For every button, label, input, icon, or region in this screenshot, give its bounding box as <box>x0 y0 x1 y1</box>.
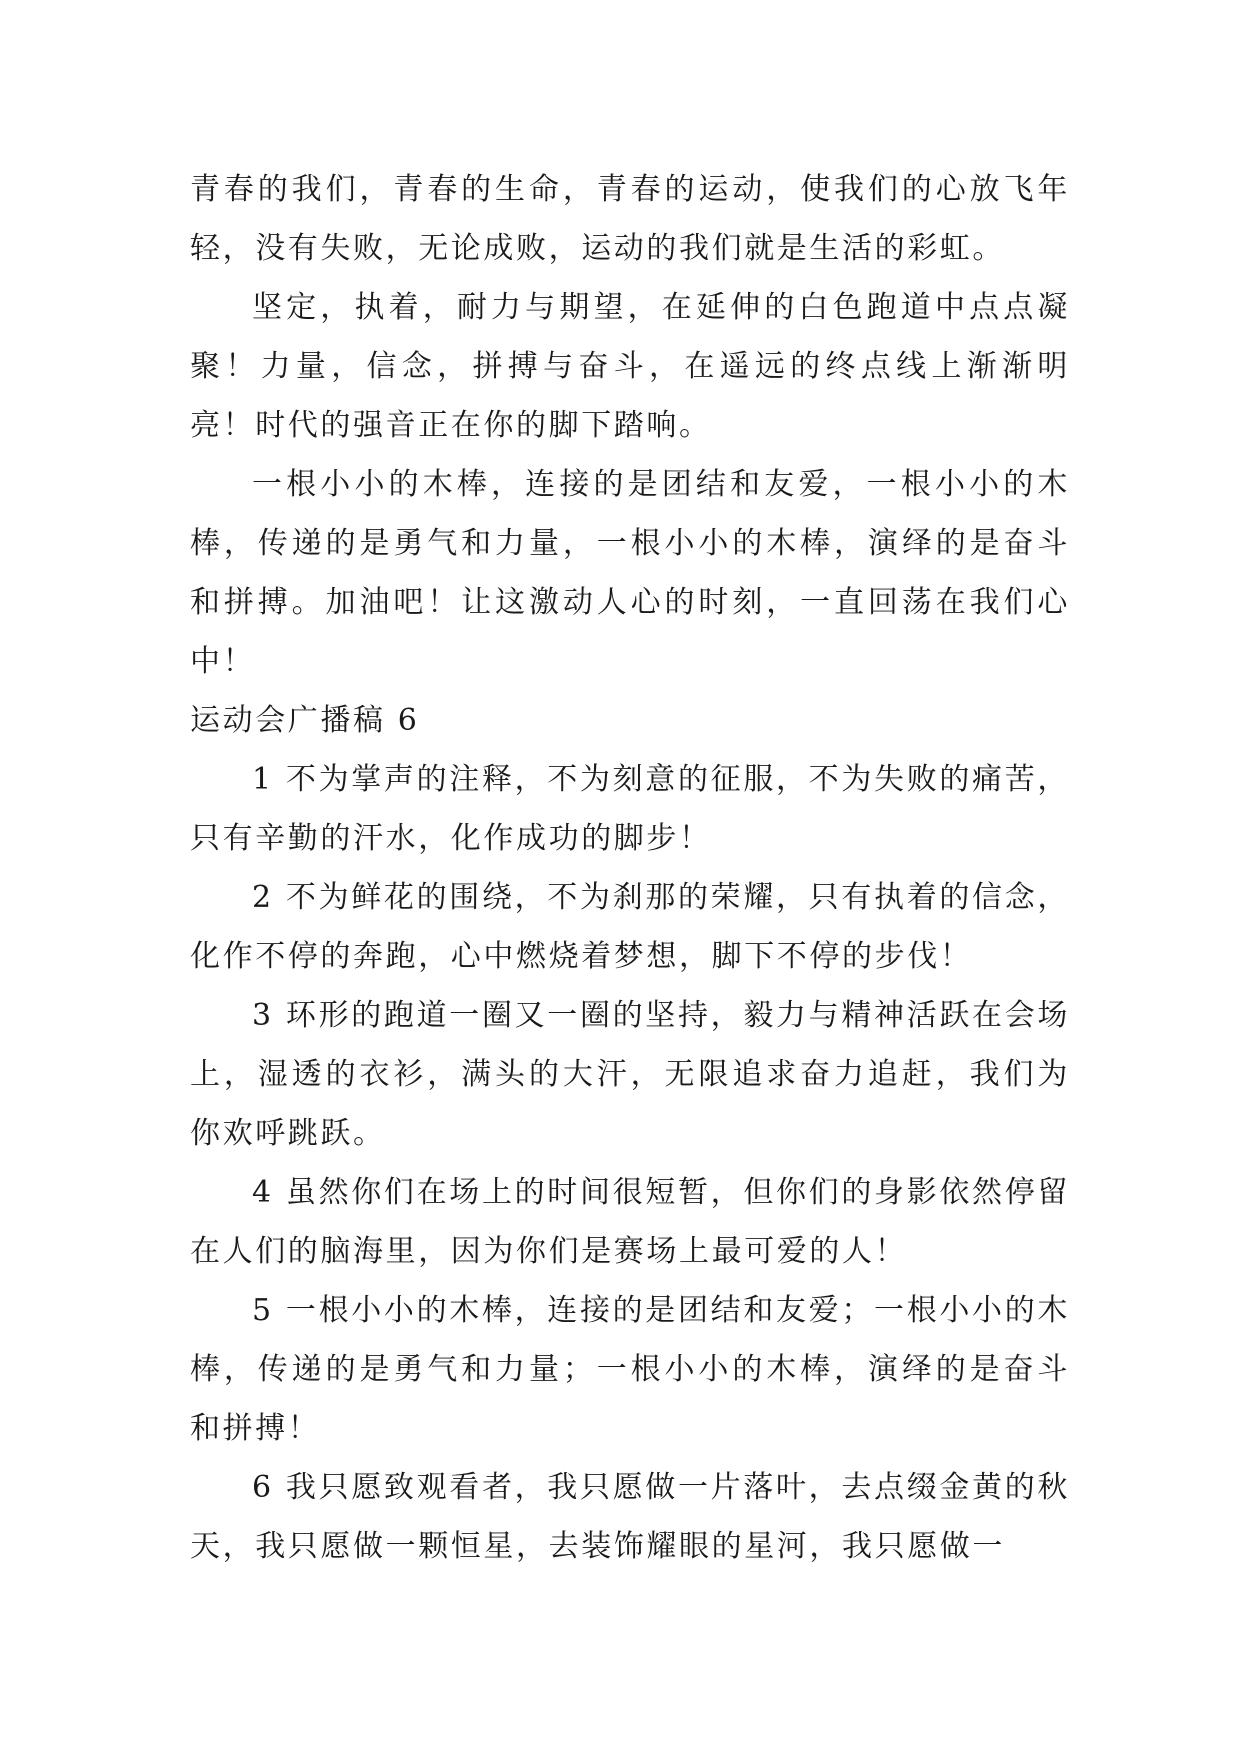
section-title: 运动会广播稿 6 <box>190 703 420 738</box>
list-item: 1 不为掌声的注释，不为刻意的征服，不为失败的痛苦，只有辛勤的汗水，化作成功的脚步！ <box>190 762 1070 856</box>
list-item: 3 环形的跑道一圈又一圈的坚持，毅力与精神活跃在会场上，湿透的衣衫，满头的大汗，无限追求奋力追赶，我们为你欢呼跳跃。 <box>190 998 1070 1151</box>
paragraph: 坚定，执着，耐力与期望，在延伸的白色跑道中点点凝聚！力量，信念，拼搏与奋斗，在遥远的终点线上渐渐明亮！时代的强音正在你的脚下踏响。 <box>190 290 1070 443</box>
document-body <box>190 160 1070 1576</box>
list-item: 2 不为鲜花的围绕，不为刹那的荣耀，只有执着的信念，化作不停的奔跑，心中燃烧着梦想，脚下不停的步伐！ <box>190 880 1070 974</box>
list-item: 5 一根小小的木棒，连接的是团结和友爱；一根小小的木棒，传递的是勇气和力量；一根小小的木棒，演绎的是奋斗和拼搏！ <box>190 1293 1070 1446</box>
list-item: 4 虽然你们在场上的时间很短暂，但你们的身影依然停留在人们的脑海里，因为你们是赛场上最可爱的人！ <box>190 1175 1070 1269</box>
list-item: 6 我只愿致观看者，我只愿做一片落叶，去点缀金黄的秋天，我只愿做一颗恒星，去装饰耀眼的星河，我只愿做一 <box>190 1470 1070 1564</box>
paragraph: 一根小小的木棒，连接的是团结和友爱，一根小小的木棒，传递的是勇气和力量，一根小小的木棒，演绎的是奋斗和拼搏。加油吧！让这激动人心的时刻，一直回荡在我们心中！ <box>190 467 1070 679</box>
paragraph: 青春的我们，青春的生命，青春的运动，使我们的心放飞年轻，没有失败，无论成败，运动的我们就是生活的彩虹。 <box>190 172 1070 266</box>
